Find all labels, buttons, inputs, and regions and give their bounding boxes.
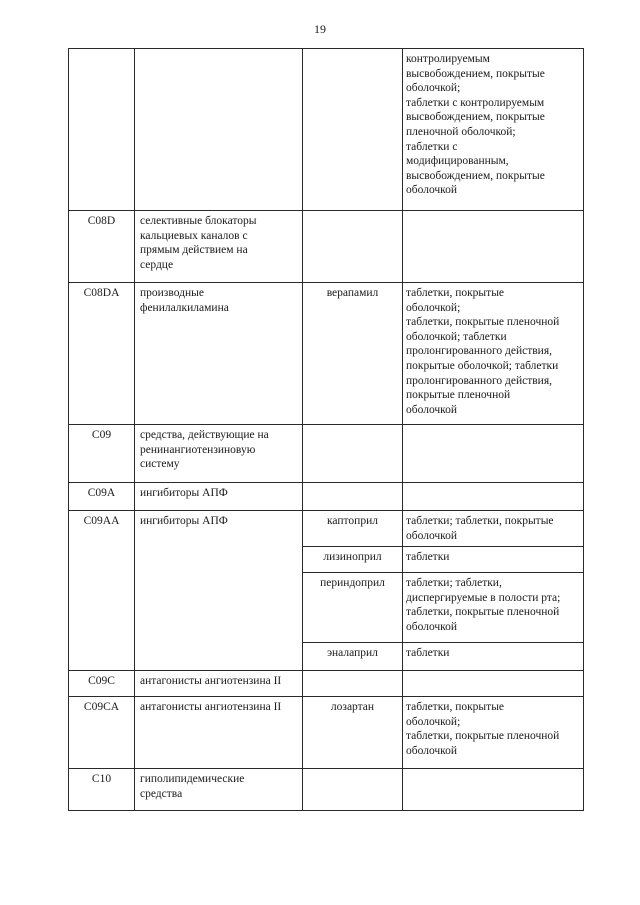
atc-code-cell	[69, 49, 135, 211]
page-number: 19	[314, 22, 326, 36]
atc-code-cell: C09CA	[69, 697, 135, 769]
dosage-form-cell: таблетки; таблетки, покрытые оболочкой	[403, 511, 584, 547]
group-name-cell: гиполипидемические средства	[135, 769, 303, 811]
dosage-form-cell: таблетки; таблетки, диспергируемые в полости рта; таблетки, покрытые пленочной оболочкой	[403, 573, 584, 643]
table-row	[69, 49, 584, 211]
drug-name-cell	[303, 211, 403, 283]
drug-name-cell: верапамил	[303, 283, 403, 425]
table-row	[69, 671, 584, 697]
drug-name-cell: лозартан	[303, 697, 403, 769]
dosage-form-cell	[403, 211, 584, 283]
group-name-cell: ингибиторы АПФ	[135, 511, 303, 671]
atc-code-cell: C09C	[69, 671, 135, 697]
table-row	[69, 425, 584, 483]
dosage-form-cell	[403, 769, 584, 811]
group-name-cell: ингибиторы АПФ	[135, 483, 303, 511]
drug-name-cell: лизиноприл	[303, 547, 403, 573]
atc-code-cell: C08D	[69, 211, 135, 283]
atc-code-cell: C09A	[69, 483, 135, 511]
table-row	[69, 697, 584, 769]
atc-code-cell: C08DA	[69, 283, 135, 425]
drug-name-cell	[303, 49, 403, 211]
group-name-cell: средства, действующие на ренинангиотензиновую систему	[135, 425, 303, 483]
group-name-cell: антагонисты ангиотензина II	[135, 697, 303, 769]
dosage-form-cell	[403, 425, 584, 483]
drug-name-cell: каптоприл	[303, 511, 403, 547]
group-name-cell: производные фенилалкиламина	[135, 283, 303, 425]
group-name-cell	[135, 49, 303, 211]
table-row	[69, 483, 584, 511]
drug-name-cell: периндоприл	[303, 573, 403, 643]
drug-name-cell	[303, 671, 403, 697]
atc-code-cell: C09AA	[69, 511, 135, 671]
table-row	[69, 769, 584, 811]
atc-code-cell: C09	[69, 425, 135, 483]
drug-name-cell	[303, 769, 403, 811]
atc-code-cell: C10	[69, 769, 135, 811]
group-name-cell: антагонисты ангиотензина II	[135, 671, 303, 697]
table-row	[69, 283, 584, 425]
drug-classification-table	[68, 48, 584, 811]
dosage-form-cell: таблетки	[403, 643, 584, 671]
dosage-form-cell: контролируемым высвобождением, покрытые оболочкой; таблетки с контролируемым высвобождением, покрытые пленочной оболочкой; таблетки с модифицированным, высвобождением, покрытые оболочкой	[403, 49, 584, 211]
drug-name-cell	[303, 425, 403, 483]
dosage-form-cell: таблетки	[403, 547, 584, 573]
dosage-form-cell: таблетки, покрытые оболочкой; таблетки, покрытые пленочной оболочкой; таблетки пролонгированного действия, покрытые оболочкой; таблетки пролонгированного действия, покрытые пленочной оболочкой	[403, 283, 584, 425]
drug-name-cell: эналаприл	[303, 643, 403, 671]
group-name-cell: селективные блокаторы кальциевых каналов с прямым действием на сердце	[135, 211, 303, 283]
table-row	[69, 511, 584, 547]
drug-name-cell	[303, 483, 403, 511]
table-row	[69, 211, 584, 283]
dosage-form-cell	[403, 671, 584, 697]
dosage-form-cell: таблетки, покрытые оболочкой; таблетки, покрытые пленочной оболочкой	[403, 697, 584, 769]
dosage-form-cell	[403, 483, 584, 511]
